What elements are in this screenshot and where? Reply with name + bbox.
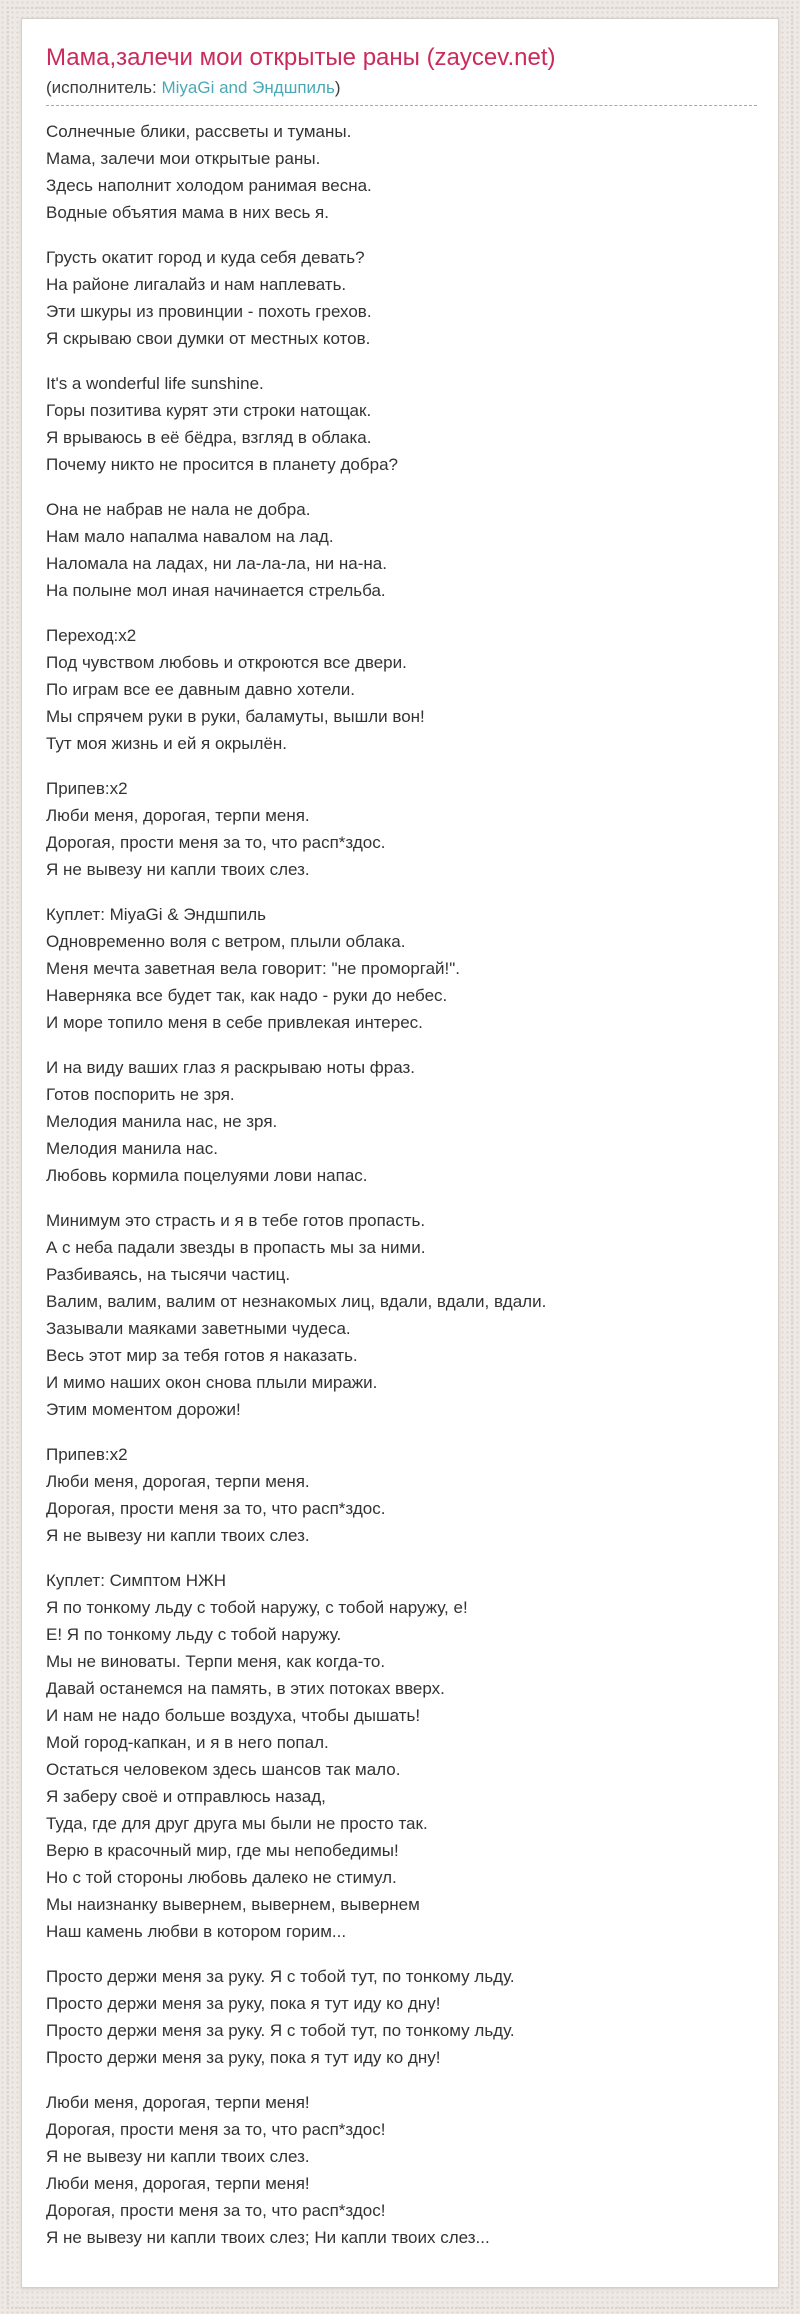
lyric-line: На районе лигалайз и нам наплевать. [46,275,347,294]
lyric-line: Просто держи меня за руку, пока я тут иду ко дну! [46,1994,441,2013]
artist-line [46,78,757,98]
lyric-line: И нам не надо больше воздуха, чтобы дышать! [46,1706,421,1725]
lyric-line: Но с той стороны любовь далеко не стимул. [46,1868,397,1887]
lyric-line: Мы спрячем руки в руки, баламуты, вышли вон! [46,707,425,726]
stanza [46,775,757,883]
lyric-line: Я не вывезу ни капли твоих слез; Ни капли твоих слез... [46,2228,490,2247]
lyric-line: Припев:x2 [46,779,128,798]
lyric-line: Разбиваясь, на тысячи частиц. [46,1265,291,1284]
lyric-line: Я по тонкому льду с тобой наружу, с тобой наружу, е! [46,1598,468,1617]
lyric-line: Люби меня, дорогая, терпи меня! [46,2093,310,2112]
lyric-line: Под чувством любовь и откроются все двери. [46,653,407,672]
lyric-line: Здесь наполнит холодом ранимая весна. [46,176,372,195]
lyric-line: А с неба падали звезды в пропасть мы за ними. [46,1238,426,1257]
lyric-line: Я заберу своё и отправлюсь назад, [46,1787,326,1806]
lyric-line: Мы наизнанку вывернем, вывернем, вывернем [46,1895,420,1914]
lyric-line: Просто держи меня за руку. Я с тобой тут, по тонкому льду. [46,1967,515,1986]
lyric-line: Я не вывезу ни капли твоих слез. [46,2147,310,2166]
stanza [46,1441,757,1549]
lyric-line: Припев:x2 [46,1445,128,1464]
lyric-line: По играм все ее давным давно хотели. [46,680,355,699]
lyric-line: Одновременно воля с ветром, плыли облака. [46,932,406,951]
lyric-line: Меня мечта заветная вела говорит: "не проморгай!". [46,959,461,978]
stanza [46,1963,757,2071]
lyric-line: И мимо наших окон снова плыли миражи. [46,1373,378,1392]
stanza [46,244,757,352]
lyric-line: Куплет: MiyaGi & Эндшпиль [46,905,266,924]
lyric-line: Горы позитива курят эти строки натощак. [46,401,372,420]
lyric-line: Этим моментом дорожи! [46,1400,241,1419]
lyric-line: Мой город-капкан, и я в него попал. [46,1733,329,1752]
lyric-line: Эти шкуры из провинции - похоть грехов. [46,302,372,321]
lyric-line: Наломала на ладах, ни ла-ла-ла, ни на-на. [46,554,387,573]
lyric-line: Почему никто не просится в планету добра? [46,455,398,474]
stanza [46,118,757,226]
lyric-line: Дорогая, прости меня за то, что расп*здос! [46,2201,386,2220]
lyric-line: Готов поспорить не зря. [46,1085,235,1104]
stanza [46,901,757,1036]
artist-label: (исполнитель: [46,78,162,97]
song-title: Мама,залечи мои открытые раны (zaycev.net) [46,44,556,71]
lyrics-text [46,118,757,2251]
lyric-line: Просто держи меня за руку. Я с тобой тут, по тонкому льду. [46,2021,515,2040]
lyric-line: Минимум это страсть и я в тебе готов пропасть. [46,1211,426,1230]
lyric-line: It's a wonderful life sunshine. [46,374,264,393]
lyric-line: Зазывали маяками заветными чудеса. [46,1319,351,1338]
lyric-line: И море топило меня в себе привлекая интерес. [46,1013,423,1032]
stanza [46,1207,757,1423]
stanza [46,496,757,604]
lyric-line: Нам мало напалма навалом на лад. [46,527,334,546]
lyric-line: Туда, где для друг друга мы были не просто так. [46,1814,428,1833]
lyric-line: Мелодия манила нас, не зря. [46,1112,278,1131]
lyric-line: Давай останемся на память, в этих потоках вверх. [46,1679,445,1698]
lyric-line: Она не набрав не нала не добра. [46,500,311,519]
lyric-line: Тут моя жизнь и ей я окрылён. [46,734,288,753]
lyric-line: Я скрываю свои думки от местных котов. [46,329,371,348]
lyric-line: Дорогая, прости меня за то, что расп*здос. [46,833,386,852]
stanza [46,370,757,478]
lyric-line: Люби меня, дорогая, терпи меня. [46,1472,310,1491]
lyric-line: Переход:x2 [46,626,137,645]
lyric-line: Куплет: Симптом НЖН [46,1571,227,1590]
lyric-line: Наш камень любви в котором горим... [46,1922,347,1941]
lyric-line: Люби меня, дорогая, терпи меня! [46,2174,310,2193]
lyric-line: На полыне мол иная начинается стрельба. [46,581,386,600]
lyric-line: Весь этот мир за тебя готов я наказать. [46,1346,358,1365]
stanza [46,1567,757,1945]
lyric-line: Мы не виноваты. Терпи меня, как когда-то. [46,1652,386,1671]
lyric-line: Валим, валим, валим от незнакомых лиц, вдали, вдали, вдали. [46,1292,547,1311]
lyric-line: Остаться человеком здесь шансов так мало. [46,1760,401,1779]
artist-link[interactable]: MiyaGi and Эндшпиль [161,78,335,97]
lyric-line: Грусть окатит город и куда себя девать? [46,248,365,267]
lyric-line: Верю в красочный мир, где мы непобедимы! [46,1841,399,1860]
lyric-line: Дорогая, прости меня за то, что расп*здос. [46,1499,386,1518]
lyric-line: Я не вывезу ни капли твоих слез. [46,1526,310,1545]
lyric-line: Мама, залечи мои открытые раны. [46,149,321,168]
lyric-line: Солнечные блики, рассветы и туманы. [46,122,352,141]
lyric-line: Наверняка все будет так, как надо - руки до небес. [46,986,448,1005]
dashed-separator [46,105,757,106]
stanza [46,2089,757,2251]
lyric-line: Водные объятия мама в них весь я. [46,203,329,222]
lyric-line: Просто держи меня за руку, пока я тут иду ко дну! [46,2048,441,2067]
stanza [46,622,757,757]
artist-suffix: ) [334,78,341,97]
lyric-line: Е! Я по тонкому льду с тобой наружу. [46,1625,342,1644]
lyric-line: И на виду ваших глаз я раскрываю ноты фраз. [46,1058,415,1077]
lyric-line: Я не вывезу ни капли твоих слез. [46,860,310,879]
lyrics-card [21,18,779,2288]
lyric-line: Любовь кормила поцелуями лови напас. [46,1166,368,1185]
lyric-line: Я врываюсь в её бёдра, взгляд в облака. [46,428,372,447]
stanza [46,1054,757,1189]
lyric-line: Люби меня, дорогая, терпи меня. [46,806,310,825]
lyric-line: Дорогая, прости меня за то, что расп*здос! [46,2120,386,2139]
lyric-line: Мелодия манила нас. [46,1139,218,1158]
